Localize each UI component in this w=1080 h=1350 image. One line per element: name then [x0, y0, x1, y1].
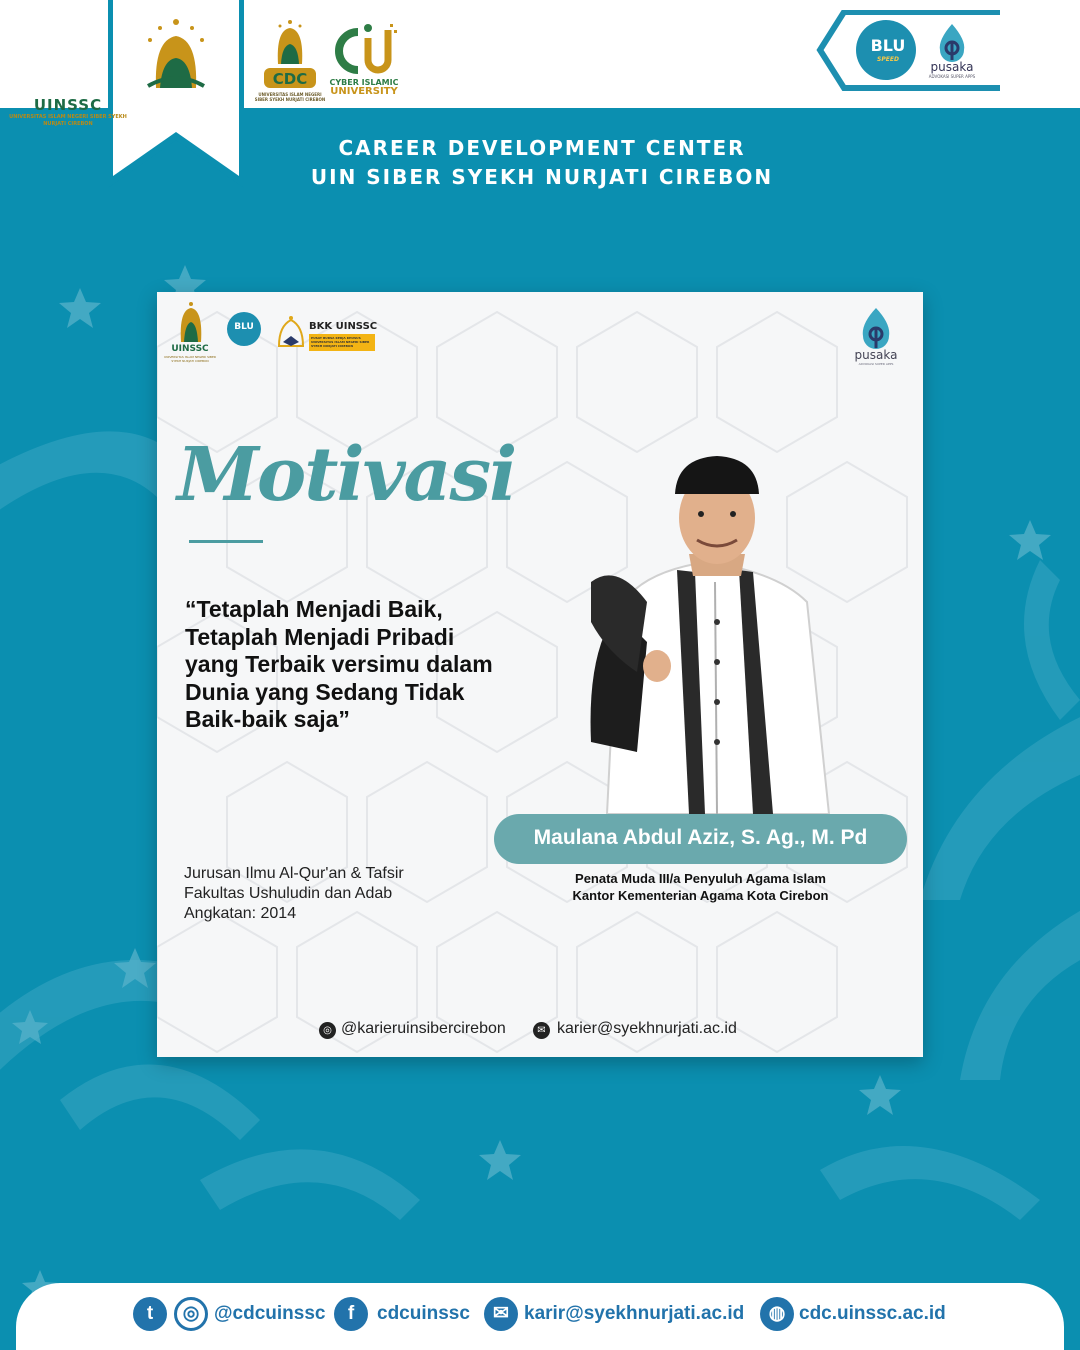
instagram-icon[interactable]: ◎ [174, 1297, 208, 1331]
card-uinssc-text: UINSSC [171, 344, 209, 354]
motivation-quote: “Tetaplah Menjadi Baik, Tetaplah Menjadi Pribadi yang Terbaik versimu dalam Dunia yang Sedang Tidak Baik-baik saja” [185, 596, 493, 733]
footer-email[interactable]: karir@syekhnurjati.ac.id [524, 1303, 745, 1324]
blu-logo-text: BLU [870, 36, 906, 55]
banner-logo-text: UINSSC [33, 96, 103, 114]
card-instagram-handle[interactable]: @karieruinsibercirebon [341, 1020, 506, 1037]
globe-icon[interactable]: ◍ [760, 1297, 794, 1331]
card-pusaka-subtitle: ADVOKASI SUPER APPS [858, 362, 894, 366]
instagram-icon: ◎ [319, 1022, 336, 1039]
page-title-line2: UIN SIBER SYEKH NURJATI CIREBON [310, 165, 774, 189]
facebook-icon[interactable]: f [334, 1297, 368, 1331]
card-email[interactable]: karier@syekhnurjati.ac.id [557, 1020, 737, 1037]
mail-icon: ✉ [533, 1022, 550, 1039]
card-pusaka-icon [859, 306, 893, 350]
bkk-logo-title: BKK UINSSC [309, 321, 378, 332]
alumni-department: Jurusan Ilmu Al-Qur'an & Tafsir [184, 865, 404, 882]
page-title [0, 134, 1080, 192]
banner-logo-subtitle: UNIVERSITAS ISLAM NEGERI SIBER SYEKH NURJATI CIREBON [9, 114, 127, 127]
person-role [494, 870, 907, 904]
card-contact-footer [317, 1020, 777, 1042]
person-role-line1: Penata Muda III/a Penyuluh Agama Islam [575, 871, 826, 886]
svg-text:CDC: CDC [272, 70, 308, 88]
tiktok-icon[interactable]: t [133, 1297, 167, 1331]
ciu-logo-line2: UNIVERSITY [330, 86, 398, 97]
footer-facebook-handle[interactable]: cdcuinssc [377, 1303, 470, 1324]
footer-instagram-handle[interactable]: @cdcuinssc [214, 1303, 326, 1324]
person-role-line2: Kantor Kementerian Agama Kota Cirebon [572, 888, 829, 903]
heading-underline [189, 540, 263, 543]
alumni-faculty: Fakultas Ushuludin dan Adab [184, 885, 393, 902]
page-title-line1: CAREER DEVELOPMENT CENTER [338, 136, 746, 160]
alumni-year: Angkatan: 2014 [184, 905, 297, 922]
mail-icon[interactable]: ✉ [484, 1297, 518, 1331]
ciu-logo-line1: CYBER ISLAMIC [329, 78, 399, 87]
person-photo [577, 452, 837, 814]
person-name: Maulana Abdul Aziz, S. Ag., M. Pd [533, 826, 868, 849]
blu-logo-speed: SPEED [877, 56, 899, 63]
card-uinssc-logo [169, 300, 213, 344]
pusaka-logo-subtitle: ADVOKASI SUPER APPS [928, 74, 976, 79]
motivation-heading: Motivasi [177, 432, 516, 518]
bkk-logo-subtitle: PUSAT BURSA KERJA KHUSUS UNIVERSITAS ISLAM NEGERI SIBER SYEKH NURJATI CIREBON [311, 336, 370, 348]
card-pusaka-text: pusaka [854, 348, 898, 362]
footer-website[interactable]: cdc.uinssc.ac.id [799, 1303, 946, 1324]
ciu-logo [332, 20, 398, 80]
card-blu-text: BLU [234, 322, 254, 332]
motivation-card [157, 292, 923, 1057]
pusaka-logo-text: pusaka [930, 60, 974, 74]
cdc-logo-subtitle: UNIVERSITAS ISLAM NEGERI SIBER SYEKH NURJATI CIREBON [254, 92, 326, 102]
pusaka-logo-icon [934, 22, 970, 64]
alumni-info [184, 864, 484, 924]
card-uinssc-subtitle: UNIVERSITAS ISLAM NEGERI SIBER SYEKH NURJATI CIREBON [164, 355, 216, 363]
cdc-logo [258, 18, 322, 102]
bkk-logo-icon [275, 316, 307, 350]
